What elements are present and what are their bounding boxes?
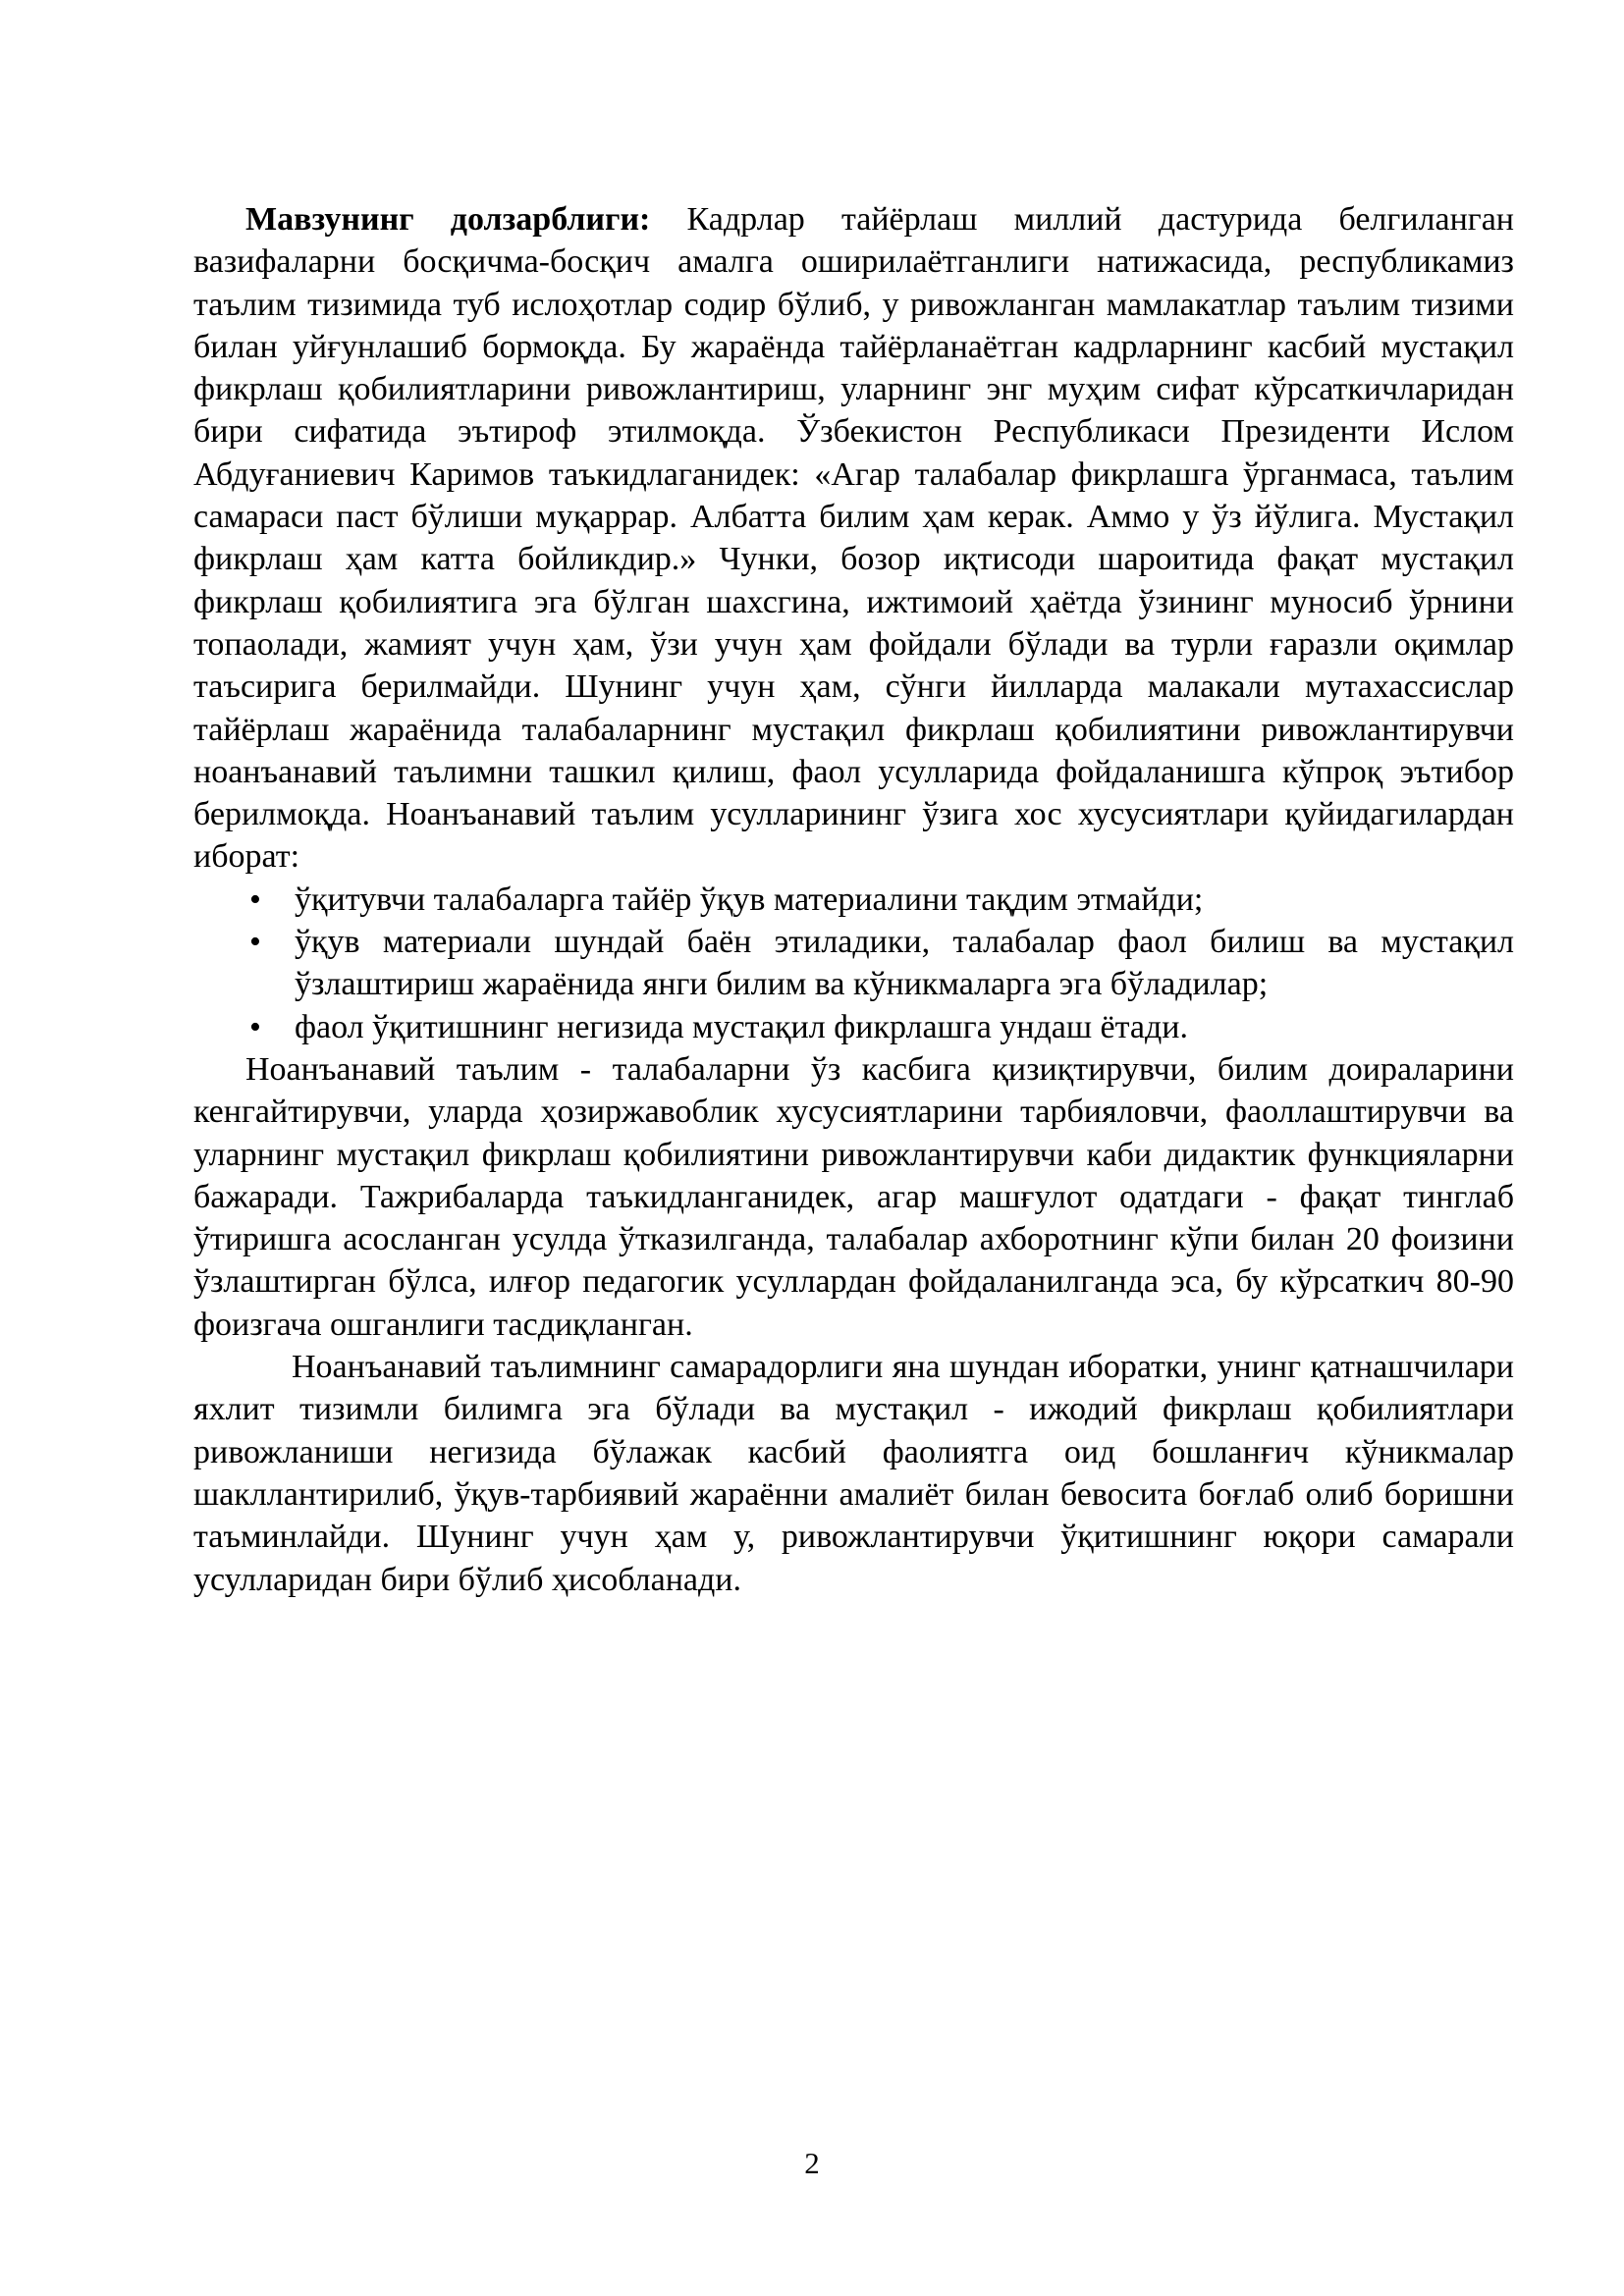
page-number: 2 bbox=[804, 2146, 820, 2180]
list-item-text: ўқитувчи талабаларга тайёр ўқув материалини тақдим этмайди; bbox=[295, 881, 1204, 918]
bullet-icon: • bbox=[249, 924, 261, 961]
bullet-icon: • bbox=[249, 881, 261, 918]
features-list bbox=[193, 879, 1514, 1048]
document-body bbox=[193, 198, 1514, 1601]
list-item-text: фаол ўқитишнинг негизида мустақил фикрлашга ундаш ётади. bbox=[295, 1008, 1188, 1045]
intro-text: Кадрлар тайёрлаш миллий дастурида белгиланган вазифаларни босқичма-босқич амалга оширилаётганлиги натижасида, республикамиз таълим тизимида туб ислоҳотлар содир бўлиб, у ривожланган мамлакатлар таълим тизими билан уйғунлашиб бормоқда. Бу жараёнда тайёрланаётган кадрларнинг касбий мустақил фикрлаш қобилиятларини ривожлантириш, уларнинг энг муҳим сифат кўрсаткичларидан бири сифатида эътироф этилмоқда. Ўзбекистон Республикаси Президенти Ислом Абдуғаниевич Каримов таъкидлаганидек: «Агар талабалар фикрлашга ўрганмаса, таълим самараси паст бўлиши муқаррар. Албатта билим ҳам керак. Аммо у ўз йўлига. Мустақил фикрлаш ҳам катта бойликдир.» Чунки, бозор иқтисоди шароитида фақат мустақил фикрлаш қобилиятига эга бўлган шахсгина, ижтимоий ҳаётда ўзининг муносиб ўрнини топаолади, жамият учун ҳам, ўзи учун ҳам фойдали бўлади ва турли ғаразли оқимлар таъсирига берилмайди. Шунинг учун ҳам, сўнги йилларда малакали мутахассислар тайёрлаш жараёнида талабаларнинг мустақил фикрлаш қобилиятини ривожлантирувчи ноанъанавий таълимни ташкил қилиш, фаол усулларида фойдаланишга кўпроқ эътибор берилмоқда. Ноанъанавий таълим усулларининг ўзига хос хусусиятлари қуйидагилардан иборат: bbox=[193, 201, 1514, 876]
intro-paragraph bbox=[193, 198, 1514, 879]
topic-relevance-heading: Мавзунинг долзарблиги: bbox=[245, 201, 651, 238]
effectiveness-paragraph: Ноанъанавий таълимнинг самарадорлиги яна шундан иборатки, унинг қатнашчилари яхлит тизимли билимга эга бўлади ва мустақил - ижодий фикрлаш қобилиятлари ривожланиши негизида бўлажак касбий фаолиятга оид бошланғич кўникмалар шакллантирилиб, ўқув-тарбиявий жараённи амалиёт билан бевосита боғлаб олиб боришни таъминлайди. Шунинг учун ҳам у, ривожлантирувчи ўқитишнинг юқори самарали усулларидан бири бўлиб ҳисобланади. bbox=[193, 1349, 1514, 1598]
nontraditional-education-paragraph: Ноанъанавий таълим - талабаларни ўз касбига қизиқтирувчи, билим доираларини кенгайтирувчи, уларда ҳозиржавоблик хусусиятларини тарбияловчи, фаоллаштирувчи ва уларнинг мустақил фикрлаш қобилиятини ривожлантирувчи каби дидактик функцияларни бажаради. Тажрибаларда таъкидланганидек, агар машғулот одатдаги - фақат тинглаб ўтиришга асосланган усулда ўтказилганда, талабалар ахборотнинг кўпи билан 20 фоизини ўзлаштирган бўлса, илғор педагогик усуллардан фойдаланилганда эса, бу кўрсаткич 80-90 фоизгача ошганлиги тасдиқланган. bbox=[193, 1050, 1514, 1343]
list-item bbox=[193, 921, 1514, 1006]
list-item bbox=[193, 1006, 1514, 1048]
list-item-text: ўқув материали шундай баён этиладики, талабалар фаол билиш ва мустақил ўзлаштириш жараёнида янги билим ва кўникмаларга эга бўладилар; bbox=[295, 924, 1514, 1003]
bullet-icon: • bbox=[249, 1008, 261, 1045]
list-item bbox=[193, 879, 1514, 921]
